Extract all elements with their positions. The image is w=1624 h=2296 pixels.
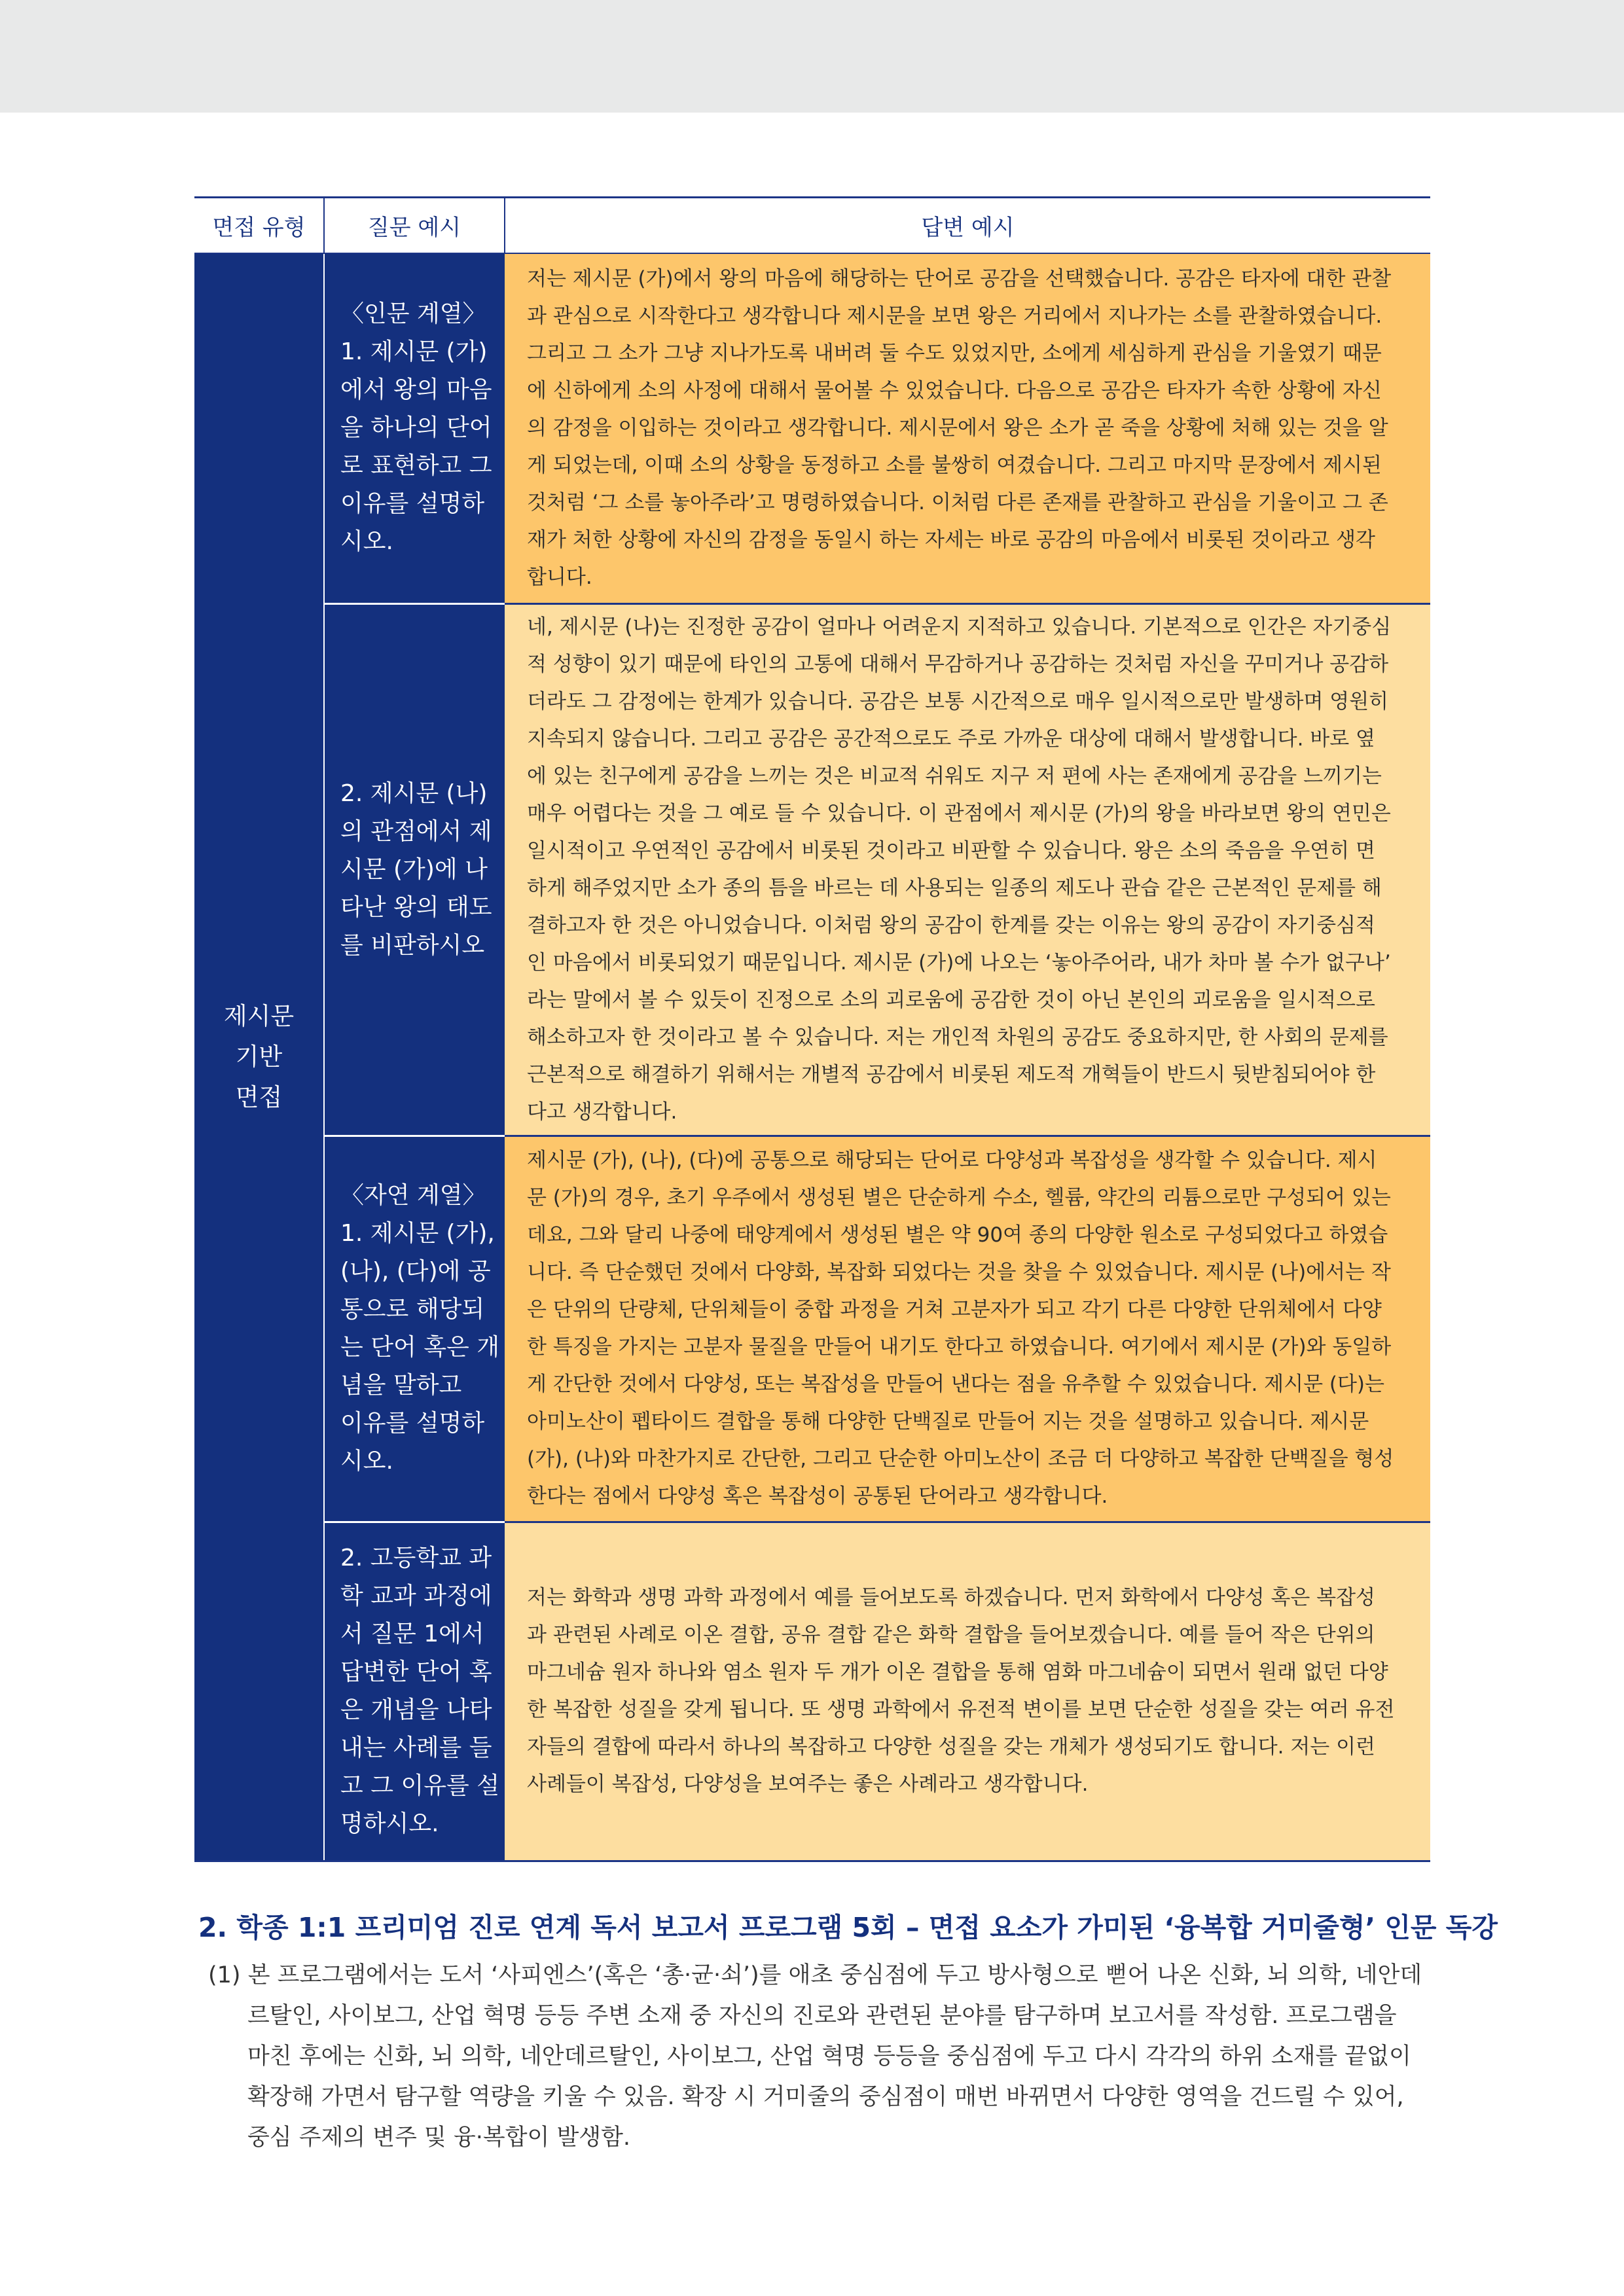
answer-cell bbox=[505, 1136, 1430, 1522]
type-label-line: 제시문 bbox=[223, 1001, 295, 1030]
answer-line: 합니다. bbox=[527, 565, 592, 589]
section-paragraph bbox=[208, 1955, 1426, 2158]
answer-line: 한 복잡한 성질을 갖게 됩니다. 또 생명 과학에서 유전적 변이를 보면 단순한 성질을 갖는 여러 유전 bbox=[527, 1698, 1395, 1721]
answer-line: 마그네슘 원자 하나와 염소 원자 두 개가 이온 결합을 통해 염화 마그네슘이 되면서 원래 없던 다양 bbox=[527, 1660, 1388, 1684]
paragraph-line: 마친 후에는 신화, 뇌 의학, 네안데르탈인, 사이보그, 산업 혁명 등등을 중심점에 두고 다시 각각의 하위 소재를 끝없이 bbox=[247, 2043, 1411, 2070]
answer-line: 제시문 (가), (나), (다)에 공통으로 해당되는 단어로 다양성과 복잡성을 생각할 수 있습니다. 제시 bbox=[527, 1149, 1377, 1172]
question-line: 1. 제시문 (가), bbox=[340, 1220, 495, 1247]
table-row bbox=[194, 253, 1430, 603]
question-line: 시오. bbox=[340, 1448, 393, 1475]
question-cell bbox=[324, 1136, 505, 1522]
answer-line: 아미노산이 펩타이드 결합을 통해 다양한 단백질로 만들어 지는 것을 설명하고 있습니다. 제시문 bbox=[527, 1410, 1369, 1433]
question-cell bbox=[324, 253, 505, 603]
question-line: 고 그 이유를 설 bbox=[340, 1772, 499, 1799]
paragraph-line: 중심 주제의 변주 및 융·복합이 발생함. bbox=[247, 2125, 631, 2151]
answer-line: 다고 생각합니다. bbox=[527, 1100, 677, 1124]
answer-line: 사례들이 복잡성, 다양성을 보여주는 좋은 사례라고 생각합니다. bbox=[527, 1772, 1089, 1796]
question-line: 은 개념을 나타 bbox=[340, 1696, 492, 1723]
question-cell bbox=[324, 1522, 505, 1861]
question-line: 을 하나의 단어 bbox=[340, 414, 492, 442]
answer-line: 은 단위의 단량체, 단위체들이 중합 과정을 거쳐 고분자가 되고 각기 다른 다양한 단위체에서 다양 bbox=[527, 1298, 1382, 1321]
answer-line: 결하고자 한 것은 아니었습니다. 이처럼 왕의 공감이 한계를 갖는 이유는 왕의 공감이 자기중심적 bbox=[527, 913, 1375, 937]
answer-line: 매우 어렵다는 것을 그 예로 들 수 있습니다. 이 관점에서 제시문 (가)의 왕을 바라보면 왕의 연민은 bbox=[527, 801, 1391, 825]
question-line: 학 교과 과정에 bbox=[340, 1583, 492, 1609]
top-band bbox=[0, 0, 1624, 113]
answer-line: 데요, 그와 달리 나중에 태양계에서 생성된 별은 약 90여 종의 다양한 원소로 구성되었다고 하였습 bbox=[527, 1223, 1388, 1247]
interview-table bbox=[194, 196, 1430, 1862]
answer-line: (가), (나)와 마찬가지로 간단한, 그리고 단순한 아미노산이 조금 더 다양하고 복잡한 단백질을 형성 bbox=[527, 1447, 1394, 1471]
section-title: 2. 학종 1:1 프리미엄 진로 연계 독서 보고서 프로그램 5회 – 면접 요소가 가미된 ‘융복합 거미줄형’ 인문 독강 bbox=[198, 1912, 1498, 1943]
question-line: 타난 왕의 태도 bbox=[340, 893, 492, 921]
answer-line: 저는 화학과 생명 과학 과정에서 예를 들어보도록 하겠습니다. 먼저 화학에서 다양성 혹은 복잡성 bbox=[527, 1586, 1375, 1609]
header-type: 면접 유형 bbox=[194, 198, 324, 254]
question-line: 〈인문 계열〉 bbox=[340, 300, 486, 328]
answer-line: 과 관심으로 시작한다고 생각합니다 제시문을 보면 왕은 거리에서 지나가는 소를 관찰하였습니다. bbox=[527, 304, 1382, 328]
table-row bbox=[194, 1522, 1430, 1861]
answer-line: 그리고 그 소가 그냥 지나가도록 내버려 둘 수도 있었지만, 소에게 세심하게 관심을 기울였기 때문 bbox=[527, 341, 1382, 365]
answer-cell bbox=[505, 253, 1430, 603]
answer-line: 지속되지 않습니다. 그리고 공감은 공간적으로도 주로 가까운 대상에 대해서 발생합니다. 바로 옆 bbox=[527, 726, 1375, 751]
answer-cell bbox=[505, 1522, 1430, 1861]
answer-line: 의 감정을 이입하는 것이라고 생각합니다. 제시문에서 왕은 소가 곧 죽을 상황에 처해 있는 것을 알 bbox=[527, 416, 1388, 440]
answer-line: 네, 제시문 (나)는 진정한 공감이 얼마나 어려운지 지적하고 있습니다. 기본적으로 인간은 자기중심 bbox=[527, 615, 1392, 639]
question-cell bbox=[324, 603, 505, 1136]
answer-line: 하게 해주었지만 소가 종의 틈을 바르는 데 사용되는 일종의 제도나 관습 같은 근본적인 문제를 해 bbox=[527, 876, 1382, 900]
question-line: 통으로 해당되 bbox=[340, 1296, 485, 1323]
question-line: 를 비판하시오 bbox=[340, 931, 485, 959]
paragraph-line: 확장해 가면서 탐구할 역량을 키울 수 있음. 확장 시 거미줄의 중심점이 매번 바뀌면서 다양한 영역을 건드릴 수 있어, bbox=[247, 2084, 1404, 2110]
answer-line: 저는 제시문 (가)에서 왕의 마음에 해당하는 단어로 공감을 선택했습니다. 공감은 타자에 대한 관찰 bbox=[527, 266, 1392, 291]
question-line: 2. 제시문 (나) bbox=[340, 780, 488, 807]
paragraph-line: 르탈인, 사이보그, 산업 혁명 등등 주변 소재 중 자신의 진로와 관련된 분야를 탐구하며 보고서를 작성함. 프로그램을 bbox=[247, 2003, 1397, 2029]
header-answer: 답변 예시 bbox=[505, 198, 1430, 254]
answer-line: 적 성향이 있기 때문에 타인의 고통에 대해서 무감하거나 공감하는 것처럼 자신을 꾸미거나 공감하 bbox=[527, 652, 1389, 676]
answer-line: 해소하고자 한 것이라고 볼 수 있습니다. 저는 개인적 차원의 공감도 중요하지만, 한 사회의 문제를 bbox=[527, 1025, 1388, 1049]
answer-line: 자들의 결합에 따라서 하나의 복잡하고 다양한 성질을 갖는 개체가 생성되기도 합니다. 저는 이런 bbox=[527, 1735, 1375, 1759]
question-line: 2. 고등학교 과 bbox=[340, 1545, 492, 1571]
type-label-line: 면접 bbox=[235, 1083, 283, 1111]
answer-line: 인 마음에서 비롯되었기 때문입니다. 제시문 (가)에 나오는 ‘놓아주어라, 내가 차마 볼 수가 없구나’ bbox=[527, 950, 1391, 975]
table-row bbox=[194, 1136, 1430, 1522]
answer-line: 더라도 그 감정에는 한계가 있습니다. 공감은 보통 시간적으로 매우 일시적으로만 발생하며 영원히 bbox=[527, 689, 1389, 713]
answer-line: 한 특징을 가지는 고분자 물질을 만들어 내기도 한다고 하였습니다. 여기에서 제시문 (가)와 동일하 bbox=[527, 1335, 1392, 1359]
question-line: 명하시오. bbox=[340, 1810, 439, 1837]
answer-line: 것처럼 ‘그 소를 놓아주라’고 명령하였습니다. 이처럼 다른 존재를 관찰하고 관심을 기울이고 그 존 bbox=[527, 490, 1388, 514]
question-line: 에서 왕의 마음 bbox=[340, 376, 492, 404]
question-line: 의 관점에서 제 bbox=[340, 817, 492, 845]
answer-line: 에 신하에게 소의 사정에 대해서 물어볼 수 있었습니다. 다음으로 공감은 타자가 속한 상황에 자신 bbox=[527, 378, 1382, 403]
question-line: 념을 말하고 bbox=[340, 1372, 462, 1399]
question-line: 1. 제시문 (가) bbox=[340, 338, 488, 366]
interview-type-cell bbox=[194, 253, 324, 1861]
header-question: 질문 예시 bbox=[324, 198, 505, 254]
answer-line: 라는 말에서 볼 수 있듯이 진정으로 소의 괴로움에 공감한 것이 아닌 본인의 괴로움을 일시적으로 bbox=[527, 988, 1375, 1012]
table-row bbox=[194, 603, 1430, 1136]
answer-line: 과 관련된 사례로 이온 결합, 공유 결합 같은 화학 결합을 들어보겠습니다. 예를 들어 작은 단위의 bbox=[527, 1623, 1375, 1647]
question-line: 이유를 설명하 bbox=[340, 1410, 485, 1437]
question-line: 로 표현하고 그 bbox=[340, 452, 492, 480]
answer-line: 일시적이고 우연적인 공감에서 비롯된 것이라고 비판할 수 있습니다. 왕은 소의 죽음을 우연히 면 bbox=[527, 838, 1375, 863]
table-header-row bbox=[194, 198, 1430, 254]
answer-line: 니다. 즉 단순했던 것에서 다양화, 복잡화 되었다는 것을 찾을 수 있었습니다. 제시문 (나)에서는 작 bbox=[527, 1261, 1391, 1284]
answer-line: 문 (가)의 경우, 초기 우주에서 생성된 별은 단순하게 수소, 헬륨, 약간의 리튬으로만 구성되어 있는 bbox=[527, 1186, 1391, 1210]
answer-line: 한다는 점에서 다양성 혹은 복잡성이 공통된 단어라고 생각합니다. bbox=[527, 1484, 1108, 1508]
question-line: 는 단어 혹은 개 bbox=[340, 1334, 499, 1361]
answer-line: 게 되었는데, 이때 소의 상황을 동정하고 소를 불쌍히 여겼습니다. 그리고 마지막 문장에서 제시된 bbox=[527, 453, 1382, 477]
question-line: (나), (다)에 공 bbox=[340, 1258, 491, 1285]
question-line: 내는 사례를 들 bbox=[340, 1734, 492, 1761]
answer-line: 근본적으로 해결하기 위해서는 개별적 공감에서 비롯된 제도적 개혁들이 반드시 뒷받침되어야 한 bbox=[527, 1062, 1376, 1086]
question-line: 이유를 설명하 bbox=[340, 490, 485, 518]
type-label-line: 기반 bbox=[235, 1042, 283, 1071]
answer-line: 에 있는 친구에게 공감을 느끼는 것은 비교적 쉬워도 지구 저 편에 사는 존재에게 공감을 느끼기는 bbox=[527, 764, 1382, 788]
question-line: 〈자연 계열〉 bbox=[340, 1182, 486, 1209]
question-line: 시문 (가)에 나 bbox=[340, 855, 488, 883]
answer-line: 게 간단한 것에서 다양성, 또는 복잡성을 만들어 낸다는 점을 유추할 수 있었습니다. 제시문 (다)는 bbox=[527, 1372, 1384, 1396]
answer-line: 재가 처한 상황에 자신의 감정을 동일시 하는 자세는 바로 공감의 마음에서 비롯된 것이라고 생각 bbox=[527, 528, 1375, 552]
answer-cell bbox=[505, 603, 1430, 1136]
paragraph-line: (1) 본 프로그램에서는 도서 ‘사피엔스’(혹은 ‘총·균·쇠’)를 애초 중심점에 두고 방사형으로 뻗어 나온 신화, 뇌 의학, 네안데 bbox=[208, 1962, 1422, 1988]
question-line: 답변한 단어 혹 bbox=[340, 1659, 492, 1685]
question-line: 시오. bbox=[340, 528, 393, 556]
question-line: 서 질문 1에서 bbox=[340, 1621, 484, 1647]
